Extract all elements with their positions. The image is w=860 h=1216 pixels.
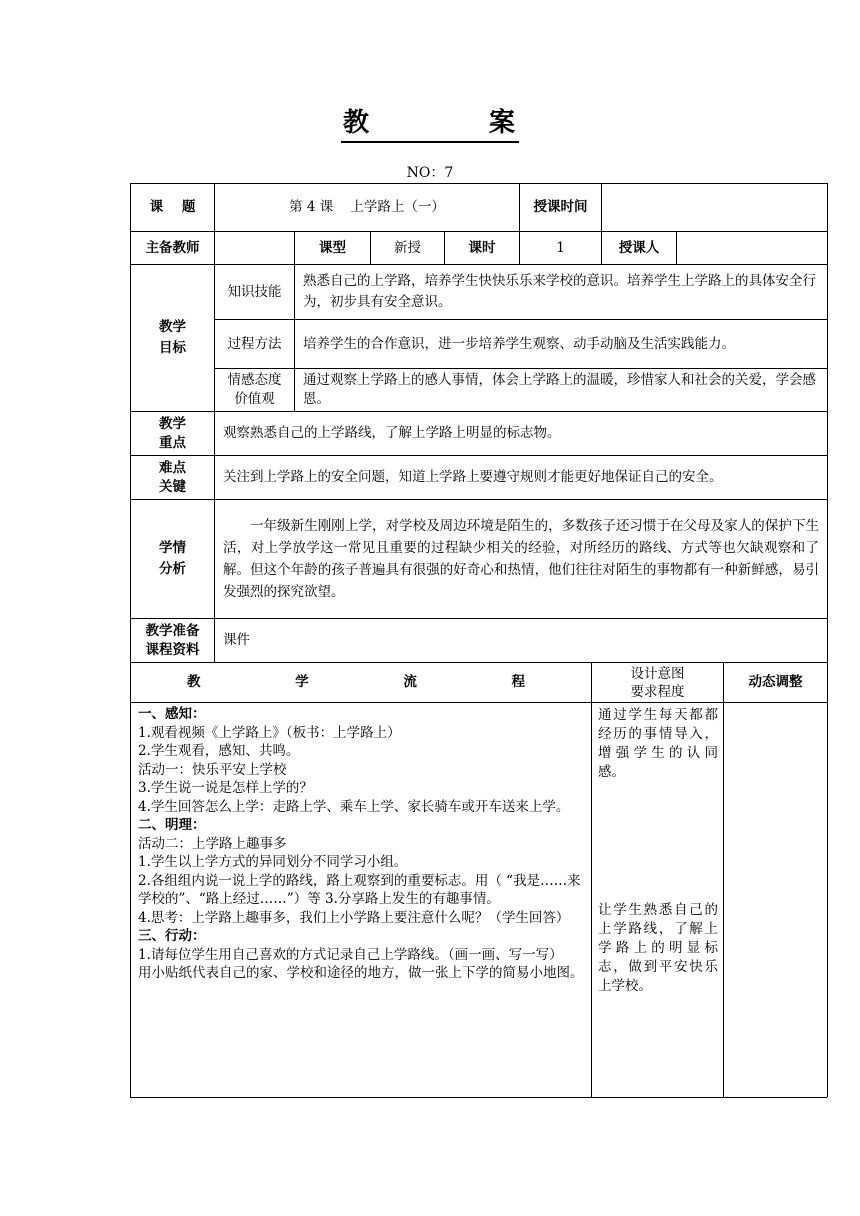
process-header-char1: 教 [187, 674, 201, 690]
difficulty-label [131, 456, 214, 499]
prep-text: 课件 [223, 632, 250, 648]
process-header-char3: 流 [403, 674, 417, 690]
flow-line: 活动一：快乐平安上学校 [138, 761, 287, 778]
emotion-label [215, 369, 294, 411]
flow-line: 4.学生回答怎么上学：走路上学、乘车上学、家长骑车或开车送来上学。 [138, 798, 570, 815]
flow-line: 2.学生观看，感知、共鸣。 [138, 743, 300, 759]
knowledge-text: 熟悉自己的上学路，培养学生快快乐乐来学校的意识。培养学生上学路上的具体安全行为，初步具有安全意识。 [303, 273, 816, 310]
flow-line: 3.学生说一说是怎样上学的？ [138, 780, 313, 796]
focus-label [131, 412, 214, 455]
process-header-char4: 程 [511, 674, 525, 690]
hours-label: 课时 [468, 239, 496, 256]
emotion-text: 通过观察上学路上的感人事情，体会上学路上的温暖，珍惜家人和社会的关爱，学会感恩。 [303, 372, 816, 407]
topic-label: 课 题 [149, 199, 196, 215]
analysis-label-line2: 分析 [159, 561, 186, 577]
knowledge-label: 知识技能 [227, 283, 282, 300]
type-label: 课型 [319, 239, 346, 256]
flow-line: 1.观看视频《上学路上》（板书：上学路上） [138, 724, 401, 741]
focus-label-line1: 教学 [159, 415, 186, 432]
lecturer-label: 授课人 [618, 239, 660, 256]
emotion-label-line1: 情感态度 [227, 372, 282, 388]
design-header [592, 663, 723, 702]
prep-label [131, 619, 214, 662]
design-header-line1: 设计意图 [630, 665, 685, 682]
process-text: 培养学生的合作意识，进一步培养学生观察、动手动脑及生活实践能力。 [303, 335, 735, 352]
flow-line: 4.思考：上学路上趣事多，我们上小学路上要注意什么呢？（学生回答） [138, 909, 570, 926]
prep-label-line1: 教学准备 [145, 622, 200, 639]
title-char-right: 案 [489, 108, 518, 138]
design-note-1: 通过学生每天都都经历的事情导入，增强学生的认同感。 [598, 707, 718, 780]
emotion-label-line2: 价值观 [234, 391, 275, 407]
document-number: NO：7 [406, 165, 454, 181]
analysis-label-line1: 学情 [159, 540, 186, 556]
flow-line: 活动二：上学路上趣事多 [138, 835, 287, 852]
document-title [0, 102, 860, 143]
difficulty-label-line1: 难点 [159, 459, 186, 476]
analysis-label [131, 500, 214, 618]
topic-value: 第 4 课 上学路上（一） [289, 199, 445, 215]
focus-label-line2: 重点 [159, 434, 186, 451]
process-header-char2: 学 [295, 674, 309, 690]
teacher-value [215, 232, 294, 264]
time-value [602, 184, 827, 231]
goals-label-line2: 目标 [159, 340, 186, 356]
lecturer-value [677, 232, 827, 264]
flow-line: 2.各组组内说一说上学的路线，路上观察到的重要标志。用（ “我是……来学校的”、“路上经过……”）等 3.分享路上发生的有趣事情。 [138, 872, 581, 907]
flow-section-heading: 二、明理： [138, 817, 206, 833]
adjust-header: 动态调整 [748, 674, 803, 690]
flow-line: 1.学生以上学方式的异同划分不同学习小组。 [138, 854, 408, 870]
type-value: 新授 [394, 239, 421, 256]
difficulty-text: 关注到上学路上的安全问题，知道上学路上要遵守规则才能更好地保证自己的安全。 [223, 469, 723, 485]
teaching-flow [138, 705, 588, 983]
teacher-label: 主备教师 [145, 239, 200, 256]
design-header-line2: 要求程度 [630, 683, 685, 700]
hours-value: 1 [556, 239, 565, 256]
flow-line: 1.请每位学生用自己喜欢的方式记录自己上学路线。（画一画、写一写） [138, 946, 563, 963]
time-label: 授课时间 [533, 199, 588, 215]
prep-label-line2: 课程资料 [145, 641, 200, 658]
flow-section-heading: 三、行动： [138, 928, 206, 944]
difficulty-label-line2: 关键 [159, 478, 186, 495]
goals-label-line1: 教学 [159, 319, 186, 335]
process-header [131, 663, 591, 702]
design-note-2: 让学生熟悉自己的上学路线，了解上学路上的明显标志，做到平安快乐上学校。 [598, 902, 718, 994]
analysis-text: 一年级新生刚刚上学，对学校及周边环境是陌生的，多数孩子还习惯于在父母及家人的保护下生活，对上学放学这一常见且重要的过程缺少相关的经验，对所经历的路线、方式等也欠缺观察和了解。但这个年龄的孩子普遍具有很强的好奇心和热情，他们往往对陌生的事物都有一种新鲜感，易引发强烈的探究欲望。 [223, 518, 819, 600]
focus-text: 观察熟悉自己的上学路线，了解上学路上明显的标志物。 [223, 425, 561, 441]
title-char-left: 教 [342, 108, 371, 138]
goals-label [131, 265, 214, 411]
flow-line: 用小贴纸代表自己的家、学校和途径的地方，做一张上下学的简易小地图。 [138, 965, 584, 981]
flow-section-heading: 一、感知： [138, 706, 206, 722]
process-label: 过程方法 [227, 335, 282, 352]
